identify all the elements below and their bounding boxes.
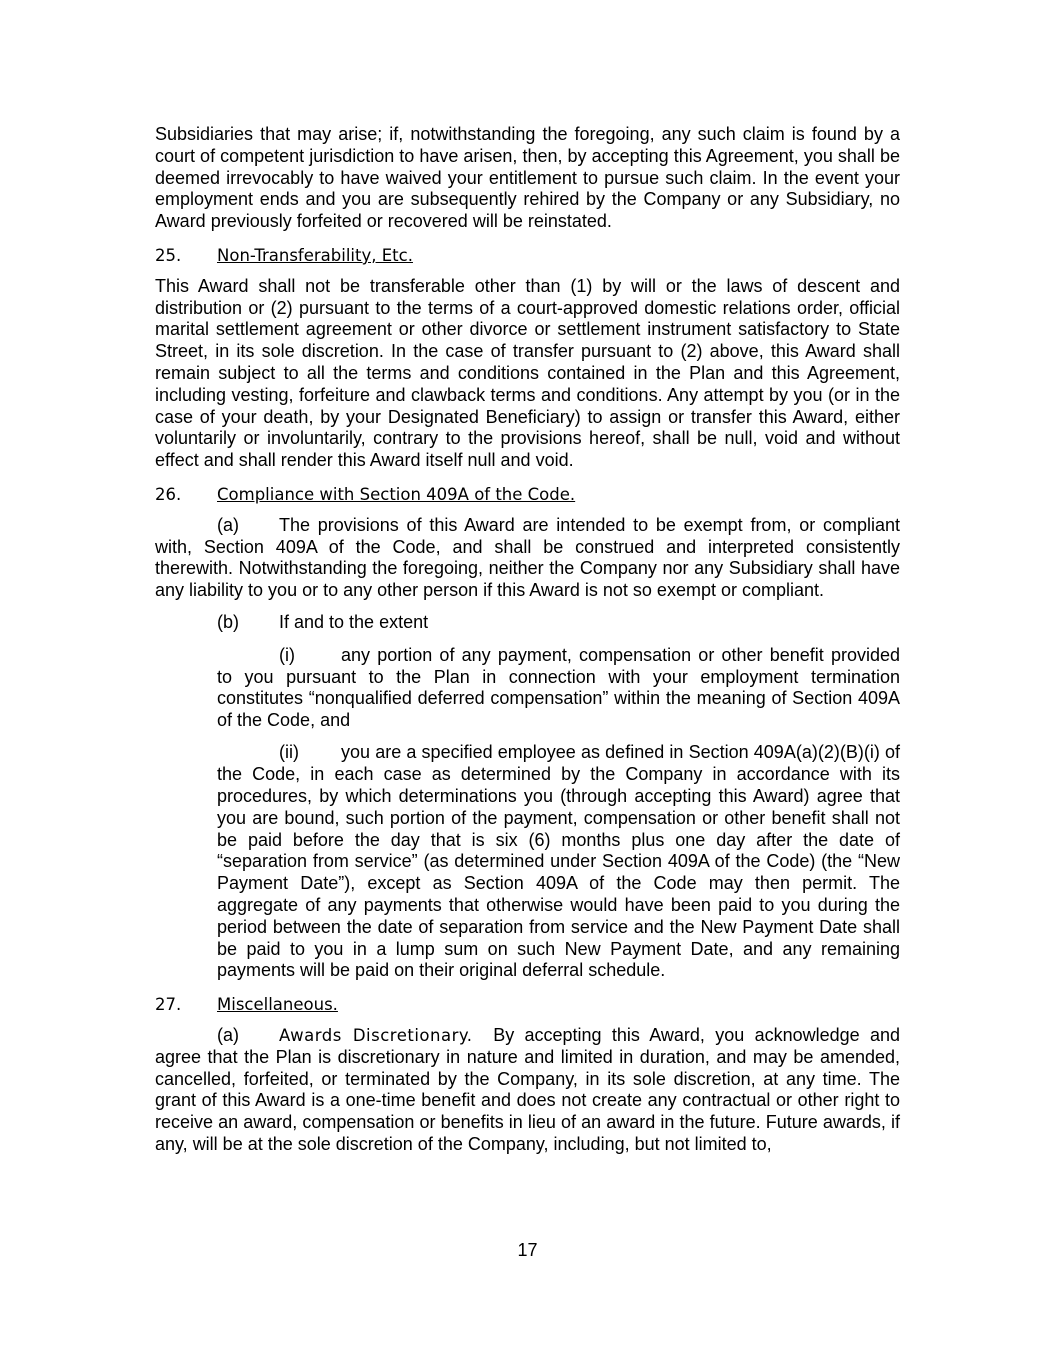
document-page [155, 124, 900, 1166]
section-26-b-ii [217, 742, 900, 982]
section-title: Miscellaneous. [217, 995, 338, 1015]
clause-label: (a) [217, 514, 239, 535]
section-26-b-i [217, 645, 900, 732]
section-26-b [155, 612, 900, 634]
clause-label: (a) [217, 1024, 239, 1045]
clause-label: (b) [217, 612, 239, 633]
clause-text: The provisions of this Award are intended to be exempt from, or compliant with, Section 409A of the Code, and shall be construed and interpreted consistently therewith. Notwithstanding the foregoing, neither the Company nor any Subsidiary shall have any liability to you or to any other person if this Award is not so exempt or compliant. [155, 514, 900, 601]
section-27-heading [155, 994, 900, 1016]
section-title: Non-Transferability, Etc. [217, 245, 413, 265]
clause-text: By accepting this Award, you acknowledge and agree that the Plan is discretionary in nature and limited in duration, and may be amended, cancelled, forfeited, or terminated by the Company, in its sole discretion, at any time. The grant of this Award is a one-time benefit and does not create any contractual or other right to receive an award, compensation or benefits in lieu of an award in the future. Future awards, if any, will be at the sole discretion of the Company, including, but not limited to, [155, 1024, 900, 1154]
section-number: 27. [155, 995, 182, 1015]
clause-text: you are a specified employee as defined in Section 409A(a)(2)(B)(i) of the Code, in each case as determined by the Company in accordance with its procedures, by which determinations you (through accepting this Award) agree that you are bound, such portion of the payment, compensation or other benefit shall not be paid before the day that is six (6) months plus one day after the date of “separation from service” (as determined under Section 409A of the Code) (the “New Payment Date”), except as Section 409A of the Code may then permit. The aggregate of any payments that otherwise would have been paid to you during the period between the date of separation from service and the New Payment Date shall be paid to you in a lump sum on such New Payment Date, and any remaining payments will be paid on their original deferral schedule. [217, 742, 900, 981]
section-25-heading [155, 245, 900, 267]
section-26-heading [155, 484, 900, 506]
section-title: Compliance with Section 409A of the Code. [217, 484, 576, 504]
clause-heading: Awards Discretionary. [279, 1025, 473, 1045]
clause-label: (i) [279, 644, 295, 665]
section-25-body: This Award shall not be transferable other than (1) by will or the laws of descent and distribution or (2) pursuant to the terms of a court-approved domestic relations order, official marital settlement agreement or other divorce or settlement instrument satisfactory to State Street, in its sole discretion. In the case of transfer pursuant to (2) above, this Award shall remain subject to all the terms and conditions contained in the Plan and this Agreement, including vesting, forfeiture and clawback terms and conditions. Any attempt by you (or in the case of your death, by your Designated Beneficiary) to assign or transfer this Award, either voluntarily or involuntarily, contrary to the provisions hereof, shall be null, void and without effect and shall render this Award itself null and void. [155, 275, 900, 471]
section-26-a [155, 515, 900, 602]
page-number: 17 [517, 1240, 538, 1260]
clause-text: If and to the extent [279, 612, 429, 633]
section-number: 25. [155, 245, 182, 265]
intro-paragraph: Subsidiaries that may arise; if, notwithstanding the foregoing, any such claim is found by a court of competent jurisdiction to have arisen, then, by accepting this Agreement, you shall be deemed irrevocably to have waived your entitlement to pursue such claim. In the event your employment ends and you are subsequently rehired by the Company or any Subsidiary, no Award previously forfeited or recovered will be reinstated. [155, 124, 900, 232]
section-27-a [155, 1025, 900, 1156]
section-number: 26. [155, 484, 182, 504]
clause-text: any portion of any payment, compensation or other benefit provided to you pursuant to the Plan in connection with your employment termination constitutes “nonqualified deferred compensation” within the meaning of Section 409A of the Code, and [217, 644, 900, 731]
clause-label: (ii) [279, 742, 299, 763]
section-26-b-subclauses [155, 645, 900, 982]
